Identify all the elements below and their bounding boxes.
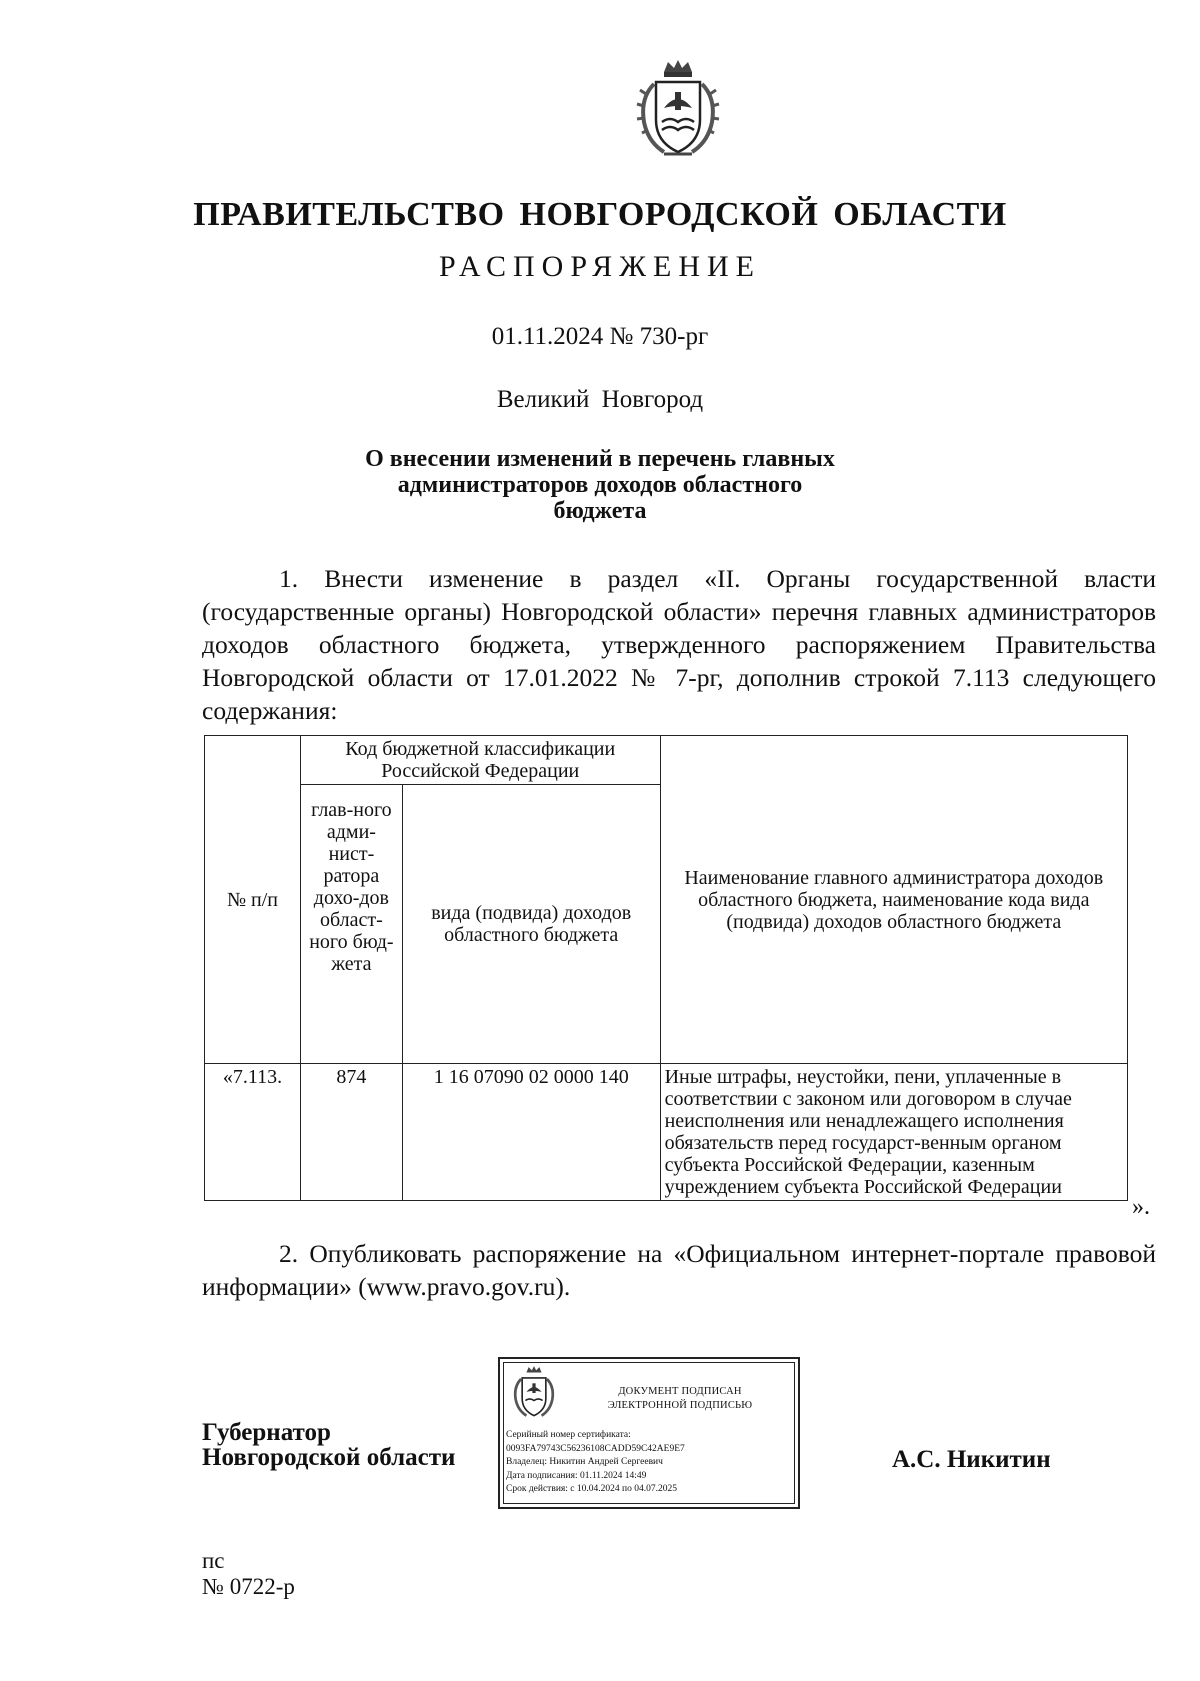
- footer-registration: [202, 1548, 295, 1600]
- document-date-number: 01.11.2024 № 730-рг: [491, 323, 709, 350]
- stamp-coat-of-arms-icon: [510, 1365, 558, 1421]
- government-title: ПРАВИТЕЛЬСТВО НОВГОРОДСКОЙ ОБЛАСТИ: [193, 196, 1007, 233]
- budget-classification-table: [204, 735, 1128, 1201]
- footer-line: № 0722-р: [202, 1574, 295, 1599]
- coat-of-arms-icon: [634, 58, 722, 162]
- stamp-serial-value: 0093FA79743C56236108CADD59C42AE9E7: [506, 1443, 685, 1454]
- header-admin-code: глав-ного адми-нист-ратора дохо-дов област-ного бюд-жета: [300, 785, 402, 1064]
- stamp-serial-label: Серийный номер сертификата:: [506, 1430, 631, 1440]
- document-type: РАСПОРЯЖЕНИЕ: [438, 250, 762, 283]
- paragraph-2: 2. Опубликовать распоряжение на «Официальном интернет-портале правовой информации» (www.pravo.gov.ru).: [202, 1239, 1156, 1301]
- signatory-role-line: Новгородской области: [202, 1444, 456, 1471]
- stamp-title: [570, 1385, 790, 1413]
- footer-line: пс: [202, 1548, 225, 1573]
- signatory-name: А.С. Никитин: [892, 1446, 1051, 1473]
- header-classification-group: Код бюджетной классификации Российской Федерации: [300, 736, 660, 785]
- document-place: Великий Новгород: [496, 386, 704, 413]
- stamp-details: [506, 1429, 792, 1497]
- electronic-signature-stamp: [498, 1357, 800, 1509]
- table-row: [205, 1064, 1128, 1201]
- cell-admin-name: Иные штрафы, неустойки, пени, уплаченные в соответствии с законом или договором в случае неисполнения или ненадлежащего исполнения обязательств перед государст-венным органом субъекта Российской Федерации, казенным учреждением субъекта Российской Федерации: [660, 1064, 1127, 1201]
- document-subject: [360, 446, 840, 524]
- cell-admin-code: 874: [300, 1064, 402, 1201]
- table-closing-quote: ».: [1132, 1194, 1150, 1220]
- stamp-signed-date: Дата подписания: 01.11.2024 14:49: [506, 1470, 647, 1481]
- stamp-title-line: ДОКУМЕНТ ПОДПИСАН: [618, 1386, 742, 1397]
- cell-number: «7.113.: [205, 1064, 301, 1201]
- signatory-role: [202, 1420, 455, 1470]
- header-admin-name: Наименование главного администратора доходов областного бюджета, наименование кода вида (подвида) доходов областного бюджета: [660, 736, 1127, 1064]
- cell-kind-code: 1 16 07090 02 0000 140: [402, 1064, 660, 1201]
- stamp-title-line: ЭЛЕКТРОННОЙ ПОДПИСЬЮ: [607, 1400, 753, 1411]
- paragraph-1: 1. Внести изменение в раздел «II. Органы государственной власти (государственные органы) Новгородской области» перечня главных администраторов доходов областного бюджета, утвержденного распоряжением Правительства Новгородской области от 17.01.2022 № 7-рг, дополнив строкой 7.113 следующего содержания:: [202, 564, 1156, 725]
- stamp-owner: Владелец: Никитин Андрей Сергеевич: [506, 1457, 663, 1467]
- subject-line: администраторов доходов областного бюджета: [397, 472, 803, 524]
- table-header-row: [205, 736, 1128, 785]
- subject-line: О внесении изменений в перечень главных: [365, 446, 835, 472]
- header-kind-code: вида (подвида) доходов областного бюджета: [402, 785, 660, 1064]
- header-number: № п/п: [205, 736, 301, 1064]
- stamp-validity: Срок действия: с 10.04.2024 по 04.07.2025: [506, 1484, 677, 1494]
- signatory-role-line: Губернатор: [202, 1419, 331, 1446]
